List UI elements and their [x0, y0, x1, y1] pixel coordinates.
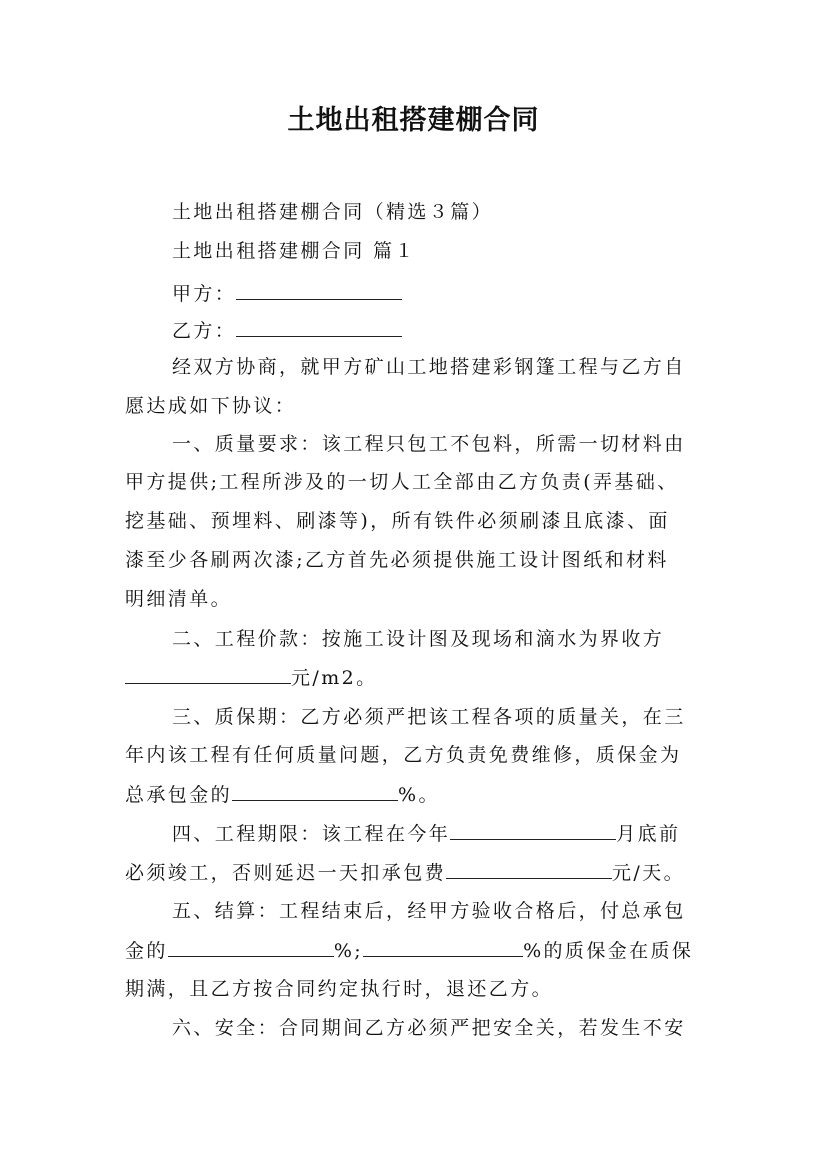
clause-5-line-1: 五、结算：工程结束后，经甲方验收合格后，付总承包: [172, 900, 686, 922]
clause-5-suffix: %的质保金在质保: [523, 940, 694, 962]
clause-5-line-2: [125, 938, 725, 963]
month-blank: [450, 821, 616, 840]
clause-2-line-1: 二、工程价款：按施工设计图及现场和滴水为界收方: [172, 628, 665, 650]
intro-line-2: 愿达成如下协议：: [125, 395, 297, 417]
intro-line-1: 经双方协商，就甲方矿山工地搭建彩钢篷工程与乙方自: [172, 356, 686, 378]
document-subtitle: 土地出租搭建棚合同（精选３篇）: [172, 201, 494, 223]
party-a-blank: [236, 281, 402, 300]
retention-percent-blank: [363, 938, 523, 957]
clause-3-line-1: 三、质保期：乙方必须严把该工程各项的质量关，在三: [172, 706, 686, 728]
penalty-blank: [446, 860, 612, 879]
party-b-line: [172, 318, 772, 343]
clause-1-line-2: 甲方提供;工程所涉及的一切人工全部由乙方负责(弄基础、: [125, 471, 679, 493]
clause-4-line-2: [125, 860, 725, 885]
clause-3-line-3: [125, 782, 725, 807]
party-b-blank: [236, 318, 402, 337]
clause-6-line-1: 六、安全：合同期间乙方必须严把安全关，若发生不安: [172, 1017, 686, 1039]
clause-1-line-1: 一、质量要求：该工程只包工不包料，所需一切材料由: [172, 433, 686, 455]
clause-2-suffix: 元/m2。: [291, 667, 378, 689]
document-title: 土地出租搭建棚合同: [287, 105, 540, 136]
clause-4-line-1: [172, 821, 772, 846]
clause-3-suffix: %。: [398, 784, 440, 806]
clause-4-line-2-prefix: 必须竣工，否则延迟一天扣承包费: [125, 862, 447, 884]
clause-5-mid: %;: [333, 940, 364, 962]
party-a-line: [172, 281, 772, 306]
clause-2-line-2: [125, 665, 725, 690]
price-blank: [125, 665, 291, 684]
payment-percent-blank: [168, 938, 334, 957]
clause-4-line-2-suffix: 元/天。: [612, 862, 686, 884]
clause-3-line-2: 年内该工程有任何质量问题，乙方负责免费维修，质保金为: [125, 744, 682, 766]
clause-5-prefix: 金的: [125, 940, 168, 962]
clause-4-suffix: 月底前: [616, 823, 681, 845]
clause-1-line-5: 明细清单。: [125, 588, 233, 610]
clause-4-prefix: 四、工程期限：该工程在今年: [172, 823, 451, 845]
section-heading: 土地出租搭建棚合同 篇１: [172, 240, 416, 262]
clause-5-line-3: 期满，且乙方按合同约定执行时，退还乙方。: [125, 978, 554, 1000]
clause-1-line-3: 挖基础、预埋料、刷漆等)，所有铁件必须刷漆且底漆、面: [125, 510, 670, 532]
warranty-percent-blank: [232, 782, 398, 801]
clause-1-line-4: 漆至少各刷两次漆;乙方首先必须提供施工设计图纸和材料: [125, 549, 669, 571]
clause-3-prefix: 总承包金的: [125, 784, 233, 806]
party-b-label: 乙方：: [172, 320, 237, 342]
party-a-label: 甲方：: [172, 283, 237, 305]
